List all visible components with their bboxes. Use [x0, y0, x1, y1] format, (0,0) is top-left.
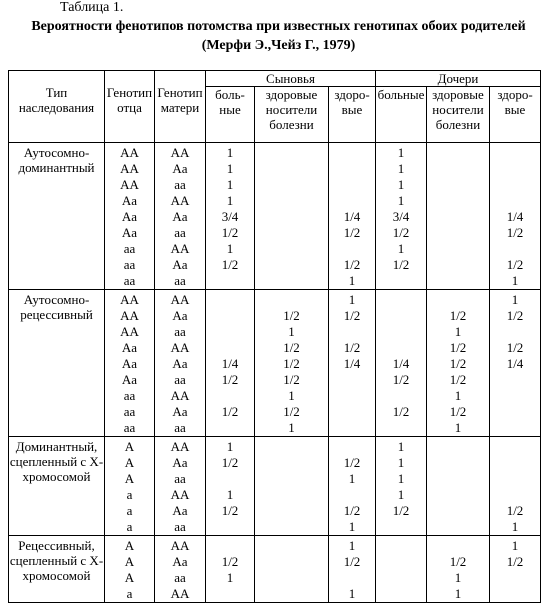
table-value: 1/2 [506, 503, 524, 518]
table-value [427, 471, 489, 487]
table-value [490, 161, 540, 177]
healthy-sons-cell [329, 290, 376, 437]
table-value: aa [174, 273, 186, 288]
table-value: AA [120, 145, 139, 160]
table-value [376, 570, 426, 586]
inheritance-type-cell: Аутосомно-рецессивный [9, 290, 105, 437]
table-value: 1 [454, 388, 462, 403]
sick-sons-cell [206, 143, 255, 290]
table-value [329, 487, 375, 503]
table-value [329, 193, 375, 209]
table-value: 1 [454, 586, 462, 601]
table-value: 1/4 [343, 209, 361, 224]
table-value [255, 193, 328, 209]
table-value: 1/2 [392, 225, 410, 240]
table-row [9, 437, 541, 536]
table-value: 1/2 [343, 257, 361, 272]
table-value: 1/2 [221, 554, 239, 569]
table-value: 1/2 [392, 257, 410, 272]
table-value: Aa [121, 372, 138, 387]
table-value: 1/4 [506, 209, 524, 224]
table-value: 1 [226, 193, 234, 208]
table-value: AA [170, 193, 190, 208]
table-value [329, 372, 375, 388]
table-value: 1 [511, 273, 519, 288]
header-healthy-sons: здоро-вые [329, 87, 376, 143]
table-value: aa [174, 420, 186, 435]
carrier-sons-cell [255, 290, 329, 437]
table-value: 1/2 [506, 308, 524, 323]
table-value: 1 [511, 538, 519, 553]
table-value: AA [120, 308, 139, 323]
header-carrier-daughters: здоровые носители болезни [427, 87, 490, 143]
table-value: AA [170, 145, 190, 160]
table-value [206, 324, 254, 340]
father-genotype-cell [105, 437, 155, 536]
sick-daughters-cell [376, 143, 427, 290]
table-value [376, 519, 426, 535]
table-value: AA [120, 161, 139, 176]
mother-genotype-cell [155, 143, 206, 290]
table-body [9, 143, 541, 603]
table-value: 1/2 [449, 340, 467, 355]
table-value: Aa [121, 225, 138, 240]
table-value [206, 519, 254, 535]
table-value: 1 [348, 273, 356, 288]
table-value: Aa [172, 503, 188, 518]
header-carrier-sons: здоровые носители болезни [255, 87, 329, 143]
table-value [490, 586, 540, 602]
table-value [255, 471, 328, 487]
table-value: 1/2 [221, 503, 239, 518]
table-value: 1 [348, 471, 356, 486]
table-value: 1/2 [283, 372, 300, 387]
table-value: AA [120, 177, 139, 192]
table-value: Aa [172, 455, 188, 470]
table-title: Вероятности фенотипов потомства при известных генотипах обоих родителей (Мерфи Э.,Чейз Г., 1979) [31, 19, 526, 53]
table-value: 1 [397, 161, 405, 176]
table-value [376, 388, 426, 404]
table-value: a [126, 503, 133, 518]
table-value: aa [174, 471, 186, 486]
table-value: A [124, 455, 135, 470]
table-value: aa [123, 420, 136, 435]
table-value [206, 420, 254, 436]
genotype-probability-table [8, 70, 541, 603]
table-value [490, 324, 540, 340]
table-value: 1 [288, 388, 295, 403]
table-value: aa [174, 324, 186, 339]
carrier-daughters-cell [427, 536, 490, 603]
table-value: 1 [226, 570, 234, 585]
table-value [376, 420, 426, 436]
table-value [255, 439, 328, 455]
table-value: A [124, 471, 135, 486]
table-value [427, 193, 489, 209]
carrier-daughters-cell [427, 143, 490, 290]
table-value [427, 241, 489, 257]
table-value: aa [174, 225, 186, 240]
table-row [9, 290, 541, 437]
table-value [427, 455, 489, 471]
table-value [427, 273, 489, 289]
table-value [427, 487, 489, 503]
table-value: 1/2 [283, 356, 300, 371]
table-value: 1/2 [343, 554, 361, 569]
table-value [427, 257, 489, 273]
table-value: 1/2 [343, 308, 361, 323]
table-value [329, 145, 375, 161]
healthy-daughters-cell [490, 290, 541, 437]
table-value: 1/2 [221, 372, 239, 387]
table-value [329, 388, 375, 404]
table-value [206, 586, 254, 602]
table-value: 1 [397, 487, 405, 502]
table-value [490, 570, 540, 586]
table-value: Aa [121, 340, 138, 355]
table-value: 1/2 [449, 308, 467, 323]
table-value: a [126, 586, 133, 601]
table-value: 1/4 [221, 356, 239, 371]
table-value [329, 324, 375, 340]
table-value [427, 439, 489, 455]
table-value: AA [170, 487, 190, 502]
table-value: 1 [226, 145, 234, 160]
table-value: Aa [172, 308, 188, 323]
table-value [427, 161, 489, 177]
table-value: Aa [121, 209, 138, 224]
table-value: 1 [226, 487, 234, 502]
table-value: 1/2 [221, 404, 239, 419]
table-value: 1/2 [343, 455, 361, 470]
table-value [427, 177, 489, 193]
table-value: Aa [172, 404, 188, 419]
table-value: 1 [348, 586, 356, 601]
table-value: 1 [397, 241, 405, 256]
table-value: 1/2 [343, 503, 361, 518]
table-value [490, 193, 540, 209]
table-value [427, 225, 489, 241]
table-value: 1/2 [221, 455, 239, 470]
table-value [376, 324, 426, 340]
table-value: 1 [454, 420, 462, 435]
table-value: 1 [226, 241, 234, 256]
table-value: 1/2 [221, 225, 239, 240]
carrier-sons-cell [255, 143, 329, 290]
table-value: 1/2 [449, 554, 467, 569]
table-value: AA [170, 388, 190, 403]
table-value: 1 [397, 455, 405, 470]
table-value: 1/2 [221, 257, 239, 272]
table-value: 1/2 [449, 404, 467, 419]
table-value [490, 241, 540, 257]
table-value [490, 404, 540, 420]
table-value [376, 586, 426, 602]
sick-daughters-cell [376, 437, 427, 536]
table-value [255, 161, 328, 177]
table-value: AA [170, 586, 190, 601]
table-value: aa [123, 273, 136, 288]
table-value [255, 519, 328, 535]
table-value: aa [123, 404, 136, 419]
table-value [206, 308, 254, 324]
header-sons: Сыновья [206, 71, 376, 87]
table-value: 1 [397, 177, 405, 192]
table-value [255, 487, 328, 503]
table-value [206, 538, 254, 554]
table-value [255, 586, 328, 602]
table-value [329, 570, 375, 586]
carrier-daughters-cell [427, 437, 490, 536]
mother-genotype-cell [155, 290, 206, 437]
sick-sons-cell [206, 290, 255, 437]
table-value [255, 257, 328, 273]
healthy-sons-cell [329, 143, 376, 290]
table-value: AA [170, 292, 190, 307]
table-value: 1/2 [392, 503, 410, 518]
table-value: 1/2 [392, 404, 410, 419]
table-value: A [124, 570, 135, 585]
table-value: Aa [172, 554, 188, 569]
table-value: 1 [511, 519, 519, 534]
table-value: A [124, 554, 135, 569]
table-value: AA [120, 324, 139, 339]
table-value [329, 439, 375, 455]
table-value: 1/4 [392, 356, 410, 371]
mother-genotype-cell [155, 437, 206, 536]
sick-daughters-cell [376, 290, 427, 437]
table-value [329, 177, 375, 193]
table-value: 1/2 [506, 225, 524, 240]
table-value: aa [174, 177, 186, 192]
table-value: AA [170, 439, 190, 454]
table-value [329, 404, 375, 420]
table-value [427, 209, 489, 225]
table-value [255, 177, 328, 193]
header-daughters: Дочери [376, 71, 541, 87]
table-value: Aa [121, 193, 138, 208]
table-value: 1 [226, 439, 234, 454]
table-value [427, 519, 489, 535]
table-value: aa [123, 257, 136, 272]
table-value [329, 241, 375, 257]
table-value: 1 [288, 324, 295, 339]
table-value [427, 292, 489, 308]
table-value: Aa [172, 209, 188, 224]
table-value: 1/4 [343, 356, 361, 371]
table-value [427, 145, 489, 161]
table-value [376, 554, 426, 570]
table-value: 1 [454, 570, 462, 585]
table-caption: Таблица 1. [60, 0, 124, 15]
inheritance-type-cell: Рецессивный, сцепленный с Х-хромосомой [9, 536, 105, 603]
table-value: 1/2 [449, 356, 467, 371]
table-value [255, 554, 328, 570]
table-value: 1 [511, 292, 519, 307]
table-value: 1/2 [343, 225, 361, 240]
table-value: 1/2 [392, 372, 410, 387]
table-value [255, 145, 328, 161]
header-mother-genotype: Генотип матери [155, 71, 206, 143]
table-value [255, 538, 328, 554]
healthy-daughters-cell [490, 437, 541, 536]
carrier-sons-cell [255, 536, 329, 603]
header-sick-sons: боль-ные [206, 87, 255, 143]
table-row [9, 536, 541, 603]
table-value [376, 292, 426, 308]
table-value: 1/2 [283, 404, 300, 419]
sick-sons-cell [206, 437, 255, 536]
healthy-daughters-cell [490, 143, 541, 290]
table-value: 1/2 [283, 308, 300, 323]
header-healthy-daughters: здоро-вые [490, 87, 541, 143]
sick-daughters-cell [376, 536, 427, 603]
table-value [490, 145, 540, 161]
table-value: Aa [172, 161, 188, 176]
table-value: aa [174, 570, 186, 585]
table-value [255, 241, 328, 257]
table-row [9, 143, 541, 290]
table-value [255, 455, 328, 471]
table-value [376, 273, 426, 289]
table-value [255, 273, 328, 289]
table-value: 1/2 [283, 340, 300, 355]
table-value: 1 [397, 193, 405, 208]
header-sick-daughters: больные [376, 87, 427, 143]
table-value: 1/2 [506, 554, 524, 569]
table-value [490, 455, 540, 471]
table-value: 1 [226, 161, 234, 176]
table-value: AA [170, 241, 190, 256]
table-value [255, 570, 328, 586]
table-value: 1 [397, 471, 405, 486]
table-value [255, 292, 328, 308]
table-value [490, 372, 540, 388]
table-value [206, 388, 254, 404]
table-value [255, 209, 328, 225]
table-value: Aa [121, 356, 138, 371]
table-value [490, 487, 540, 503]
carrier-daughters-cell [427, 290, 490, 437]
table-value: aa [123, 241, 136, 256]
table-value: 1/2 [506, 257, 524, 272]
table-value [490, 388, 540, 404]
table-value: aa [174, 372, 186, 387]
table-value [490, 177, 540, 193]
table-value [490, 471, 540, 487]
table-value: 1 [454, 324, 462, 339]
table-value [376, 340, 426, 356]
table-value [206, 273, 254, 289]
table-value: 3/4 [392, 209, 410, 224]
table-value: A [124, 439, 135, 454]
table-value [206, 292, 254, 308]
table-value [255, 225, 328, 241]
table-value: Aa [172, 257, 188, 272]
table-value: 1/2 [343, 340, 361, 355]
table-value [206, 471, 254, 487]
header-father-genotype: Генотип отца [105, 71, 155, 143]
table-value [490, 439, 540, 455]
table-value: a [126, 487, 133, 502]
table-value: 1 [397, 145, 405, 160]
inheritance-type-cell: Доминантный, сцепленный с Х-хромосомой [9, 437, 105, 536]
table-value: 1 [348, 292, 356, 307]
table-value: Aa [172, 356, 188, 371]
sick-sons-cell [206, 536, 255, 603]
table-value: 1/4 [506, 356, 524, 371]
inheritance-type-cell: Аутосомно-доминантный [9, 143, 105, 290]
table-value: 1 [397, 439, 405, 454]
table-value: AA [170, 340, 190, 355]
table-value: aa [174, 519, 186, 534]
table-value: a [126, 519, 133, 534]
table-value [206, 340, 254, 356]
table-value [329, 420, 375, 436]
table-value [490, 420, 540, 436]
table-value: 1 [226, 177, 234, 192]
carrier-sons-cell [255, 437, 329, 536]
table-value: 1 [288, 420, 295, 435]
table-value: AA [170, 538, 190, 553]
father-genotype-cell [105, 143, 155, 290]
table-value [427, 503, 489, 519]
table-value [376, 538, 426, 554]
father-genotype-cell [105, 290, 155, 437]
table-value: 1/2 [449, 372, 467, 387]
table-value: 3/4 [221, 209, 239, 224]
healthy-daughters-cell [490, 536, 541, 603]
table-value: 1/2 [506, 340, 524, 355]
table-value [427, 538, 489, 554]
header-inheritance-type: Тип наследования [9, 71, 105, 143]
mother-genotype-cell [155, 536, 206, 603]
table-value: 1 [348, 538, 356, 553]
table-value: AA [120, 292, 139, 307]
table-value [255, 503, 328, 519]
table-value: aa [123, 388, 136, 403]
table-value: 1 [348, 519, 356, 534]
father-genotype-cell [105, 536, 155, 603]
table-value [376, 308, 426, 324]
table-value: A [124, 538, 135, 553]
table-value [329, 161, 375, 177]
healthy-sons-cell [329, 437, 376, 536]
healthy-sons-cell [329, 536, 376, 603]
